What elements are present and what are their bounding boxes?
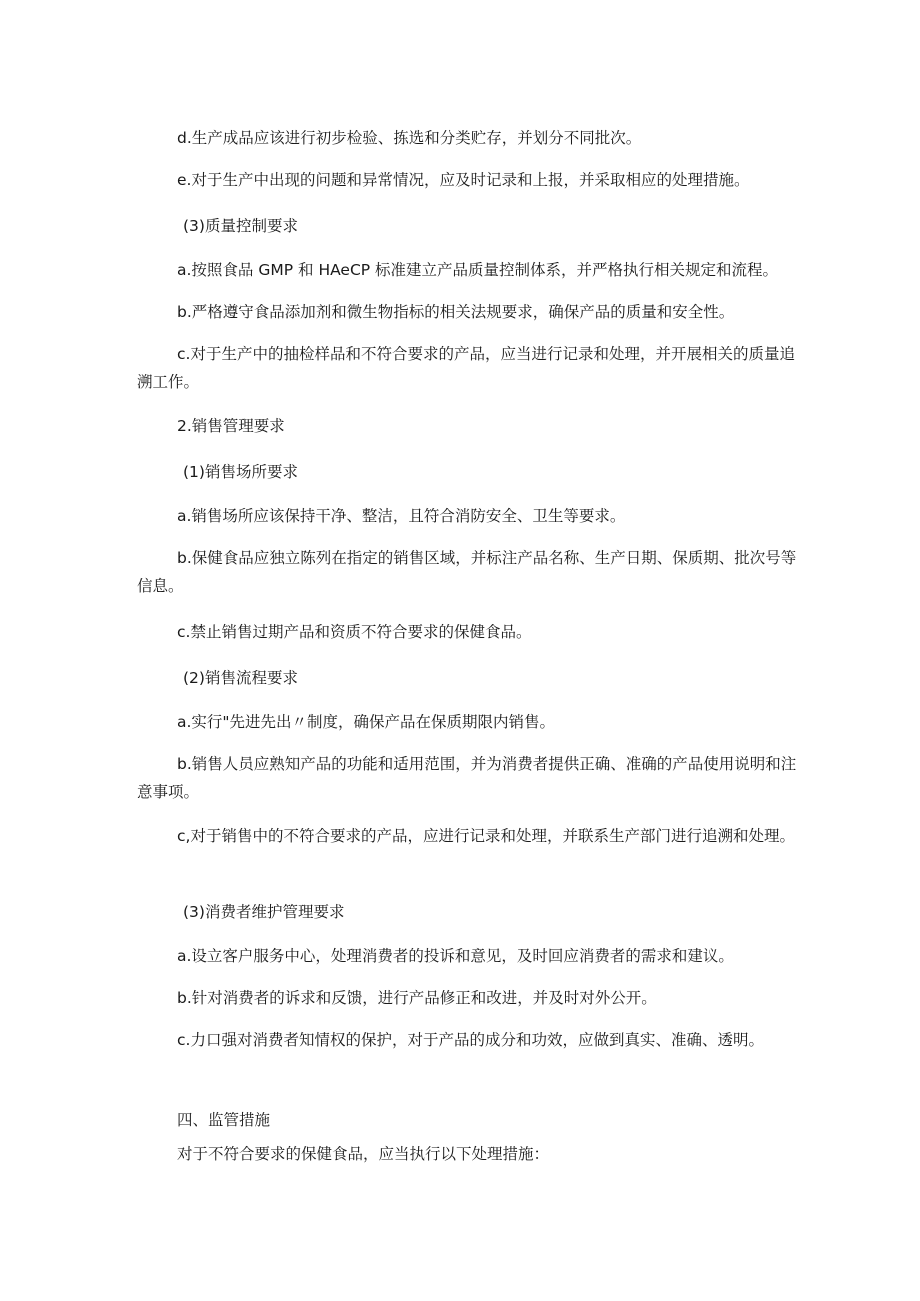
paragraph-e-production: e.对于生产中出现的问题和异常情况，应及时记录和上报，并采取相应的处理措施。 [177,171,750,189]
paragraph-c-consumer: c.力口强对消费者知情权的保护，对于产品的成分和功效，应做到真实、准确、透明。 [177,1031,764,1049]
paragraph-a-process: a.实行"先进先出〃制度，确保产品在保质期限内销售。 [177,713,556,731]
paragraph-a-consumer: a.设立客户服务中心，处理消费者的投诉和意见，及时回应消费者的需求和建议。 [177,947,734,965]
heading-consumer-care: (3)消费者维护管理要求 [183,903,345,921]
paragraph-b-process: b.销售人员应熟知产品的功能和适用范围，并为消费者提供正确、准确的产品使用说明和注意事项。 [137,755,797,801]
heading-supervision: 四、监管措施 [177,1111,271,1129]
paragraph-c-venue: c.禁止销售过期产品和资质不符合要求的保健食品。 [177,623,532,641]
heading-sales-venue: (1)销售场所要求 [183,463,298,481]
paragraph-c-quality: c.对于生产中的抽检样品和不符合要求的产品，应当进行记录和处理，并开展相关的质量追溯工作。 [137,345,795,391]
paragraph-b-venue: b.保健食品应独立陈列在指定的销售区域，并标注产品名称、生产日期、保质期、批次号等信息。 [137,549,797,595]
paragraph-a-venue: a.销售场所应该保持干净、整洁，且符合消防安全、卫生等要求。 [177,507,626,525]
paragraph-b-consumer: b.针对消费者的诉求和反馈，进行产品修正和改进，并及时对外公开。 [177,989,657,1007]
paragraph-b-quality: b.严格遵守食品添加剂和微生物指标的相关法规要求，确保产品的质量和安全性。 [177,303,735,321]
paragraph-supervision-intro: 对于不符合要求的保健食品，应当执行以下处理措施： [177,1145,550,1163]
paragraph-d-production: d.生产成品应该进行初步检验、拣选和分类贮存，并划分不同批次。 [177,129,642,147]
paragraph-c-process: c,对于销售中的不符合要求的产品，应进行记录和处理，并联系生产部门进行追溯和处理。 [177,827,795,845]
heading-sales-management: 2.销售管理要求 [177,417,285,435]
heading-sales-process: (2)销售流程要求 [183,669,298,687]
paragraph-a-quality: a.按照食品 GMP 和 HAeCP 标准建立产品质量控制体系，并严格执行相关规定和流程。 [177,261,779,279]
heading-quality-control: (3)质量控制要求 [183,217,298,235]
